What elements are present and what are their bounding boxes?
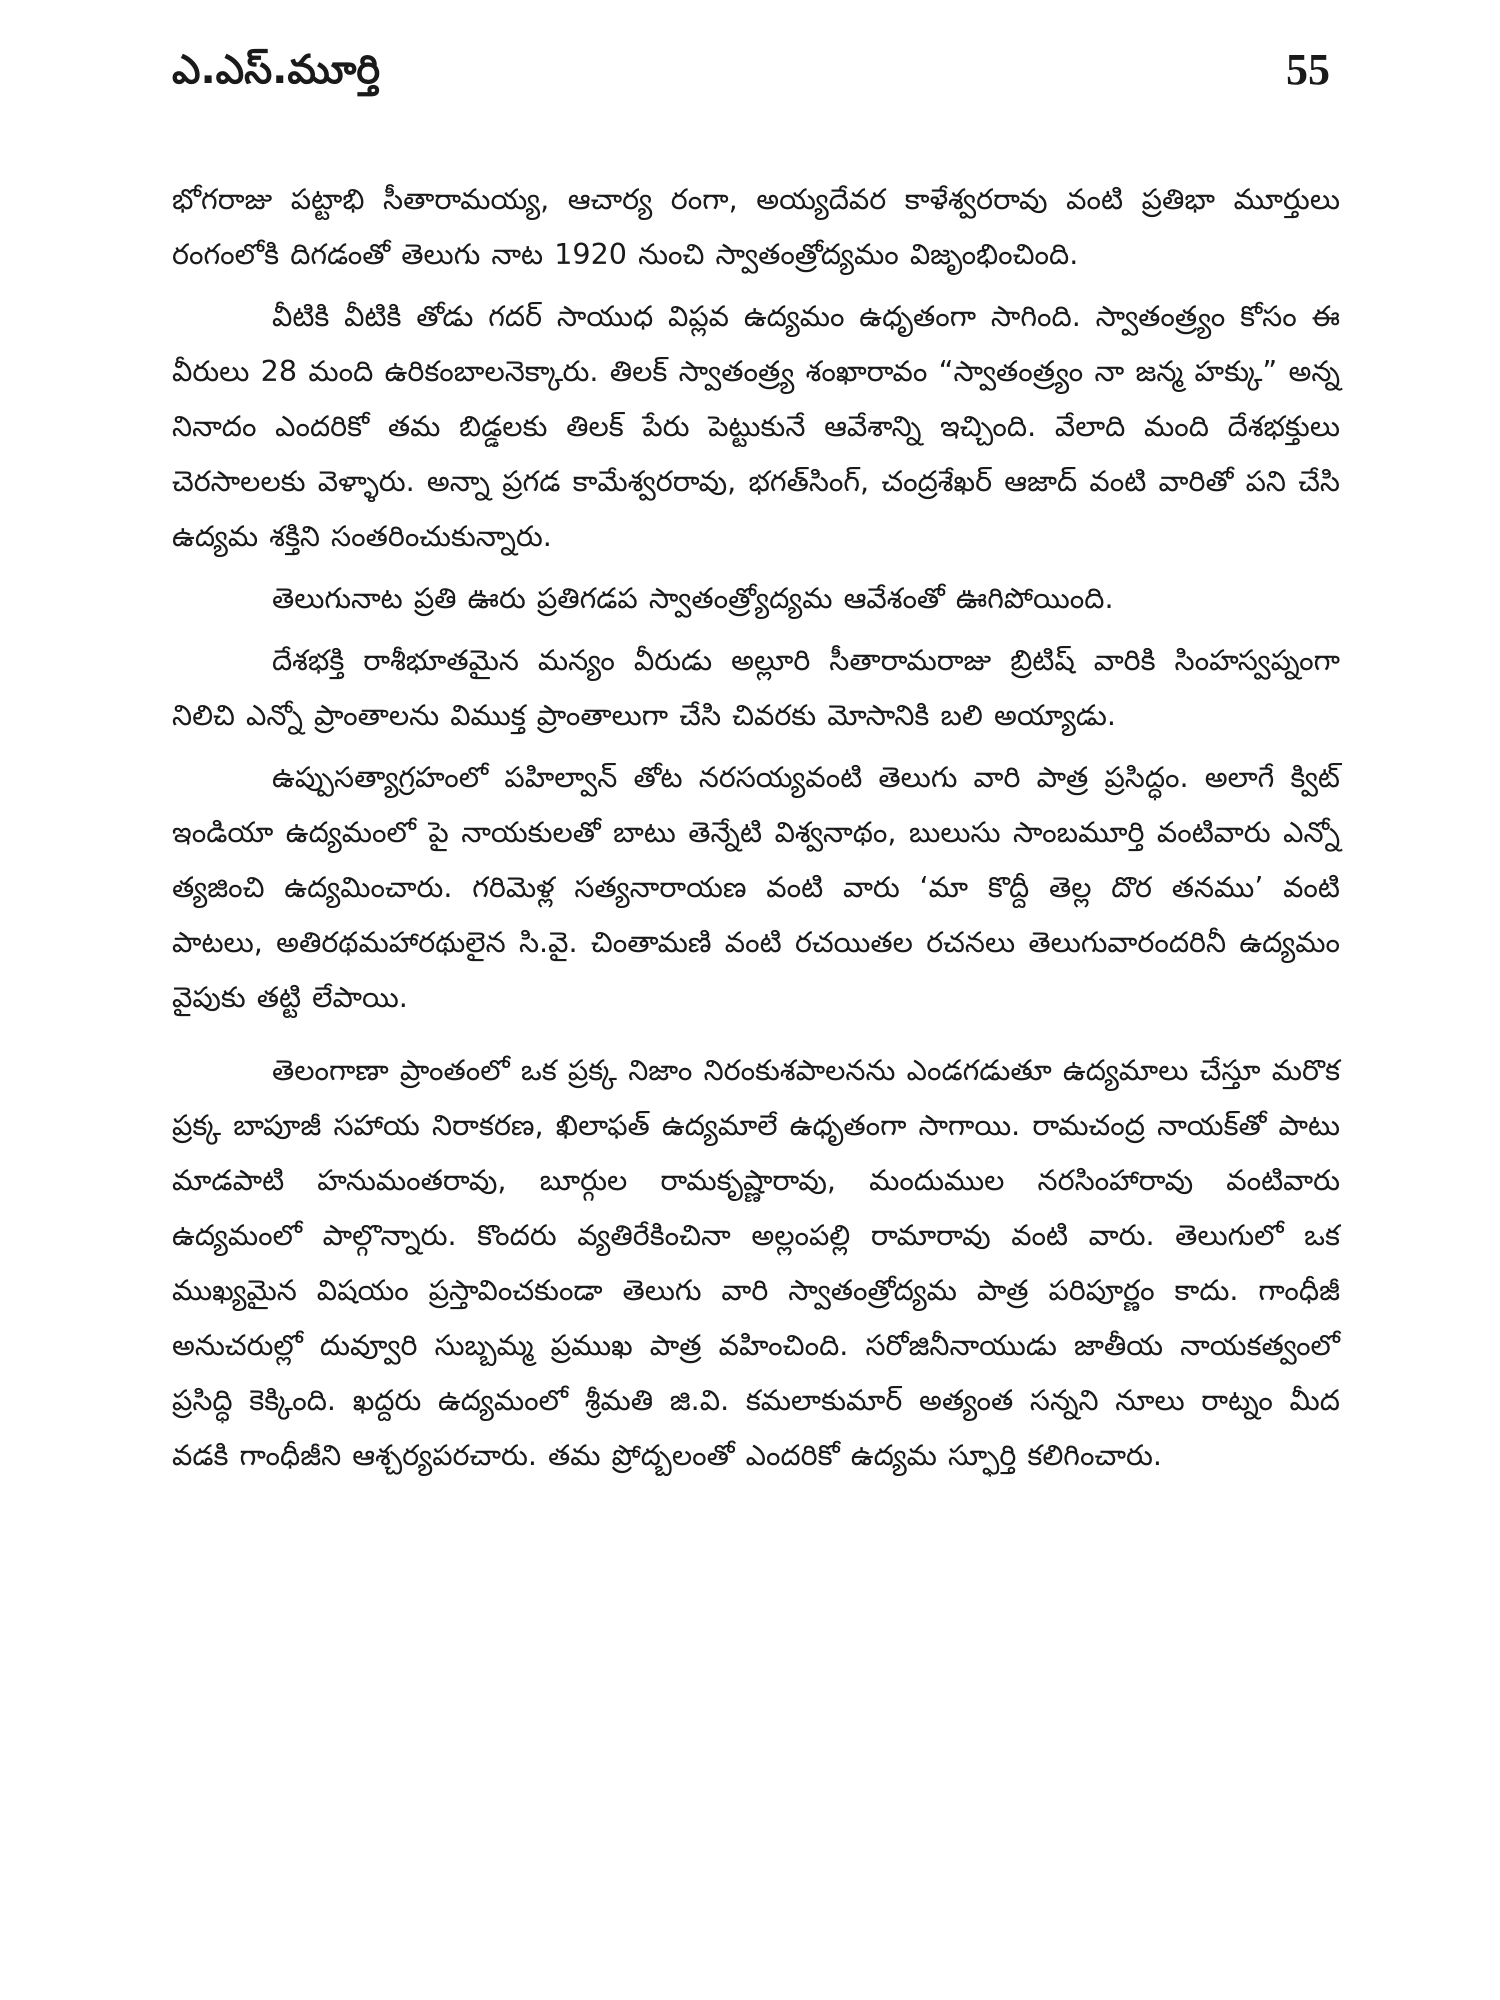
- book-page: [172, 40, 1340, 1970]
- paragraph-4: దేశభక్తి రాశీభూతమైన మన్యం వీరుడు అల్లూరి సీతారామరాజు బ్రిటిష్ వారికి సింహస్వప్నంగా నిలిచి ఎన్నో ప్రాంతాలను విముక్త ప్రాంతాలుగా చేసి చివరకు మోసానికి బలి అయ్యాడు.: [172, 643, 1340, 732]
- body-text: [172, 172, 1340, 1483]
- paragraph-5: ఉప్పుసత్యాగ్రహంలో పహిల్వాన్ తోట నరసయ్యవంటి తెలుగు వారి పాత్ర ప్రసిద్ధం. అలాగే క్విట్ ఇండియా ఉద్యమంలో పై నాయకులతో బాటు తెన్నేటి విశ్వనాథం, బులుసు సాంబమూర్తి వంటివారు ఎన్నో త్యజించి ఉద్యమించారు. గరిమెళ్ల సత్యనారాయణ వంటి వారు ‘మా కొద్దీ తెల్ల దొర తనము’ వంటి పాటలు, అతిరథమహారథులైన సి.వై. చింతామణి వంటి రచయితల రచనలు తెలుగువారందరినీ ఉద్యమం వైపుకు తట్టి లేపాయి.: [172, 760, 1340, 1014]
- author-name: ఎ.ఎస్.మూర్తి: [172, 47, 381, 93]
- page-number: 55: [1286, 45, 1330, 94]
- running-header: [172, 40, 1340, 100]
- paragraph-1: భోగరాజు పట్టాభి సీతారామయ్య, ఆచార్య రంగా, అయ్యదేవర కాళేశ్వరరావు వంటి ప్రతిభా మూర్తులు రంగంలోకి దిగడంతో తెలుగు నాట 1920 నుంచి స్వాతంత్రోద్యమం విజృంభించింది.: [172, 182, 1340, 271]
- paragraph-6: తెలంగాణా ప్రాంతంలో ఒక ప్రక్క నిజాం నిరంకుశపాలనను ఎండగడుతూ ఉద్యమాలు చేస్తూ మరొక ప్రక్క బాపూజీ సహాయ నిరాకరణ, ఖిలాఫత్ ఉద్యమాలే ఉధృతంగా సాగాయి. రామచంద్ర నాయక్‌తో పాటు మాడపాటి హనుమంతరావు, బూర్గుల రామకృష్ణారావు, మందుముల నరసింహారావు వంటివారు ఉద్యమంలో పాల్గొన్నారు. కొందరు వ్యతిరేకించినా అల్లంపల్లి రామారావు వంటి వారు. తెలుగులో ఒక ముఖ్యమైన విషయం ప్రస్తావించకుండా తెలుగు వారి స్వాతంత్రోద్యమ పాత్ర పరిపూర్ణం కాదు. గాంధీజీ అనుచరుల్లో దువ్వూరి సుబ్బమ్మ ప్రముఖ పాత్ర వహించింది. సరోజినీనాయుడు జాతీయ నాయకత్వంలో ప్రసిద్ధి కెక్కింది. ఖద్దరు ఉద్యమంలో శ్రీమతి జి.వి. కమలాకుమార్ అత్యంత సన్నని నూలు రాట్నం మీద వడకి గాంధీజీని ఆశ్చర్యపరచారు. తమ ప్రోద్బలంతో ఎందరికో ఉద్యమ స్ఫూర్తి కలిగించారు.: [172, 1053, 1340, 1472]
- paragraph-3: తెలుగునాట ప్రతి ఊరు ప్రతిగడప స్వాతంత్ర్యోద్యమ ఆవేశంతో ఊగిపోయింది.: [272, 581, 1114, 615]
- paragraph-2: వీటికి వీటికి తోడు గదర్ సాయుధ విప్లవ ఉద్యమం ఉధృతంగా సాగింది. స్వాతంత్ర్యం కోసం ఈ వీరులు 28 మంది ఉరికంబాలనెక్కారు. తిలక్ స్వాతంత్ర్య శంఖారావం “స్వాతంత్ర్యం నా జన్మ హక్కు” అన్న నినాదం ఎందరికో తమ బిడ్డలకు తిలక్ పేరు పెట్టుకునే ఆవేశాన్ని ఇచ్చింది. వేలాది మంది దేశభక్తులు చెరసాలలకు వెళ్ళారు. అన్నా ప్రగడ కామేశ్వరరావు, భగత్‌సింగ్, చంద్రశేఖర్ ఆజాద్ వంటి వారితో పని చేసి ఉద్యమ శక్తిని సంతరించుకున్నారు.: [172, 299, 1340, 553]
